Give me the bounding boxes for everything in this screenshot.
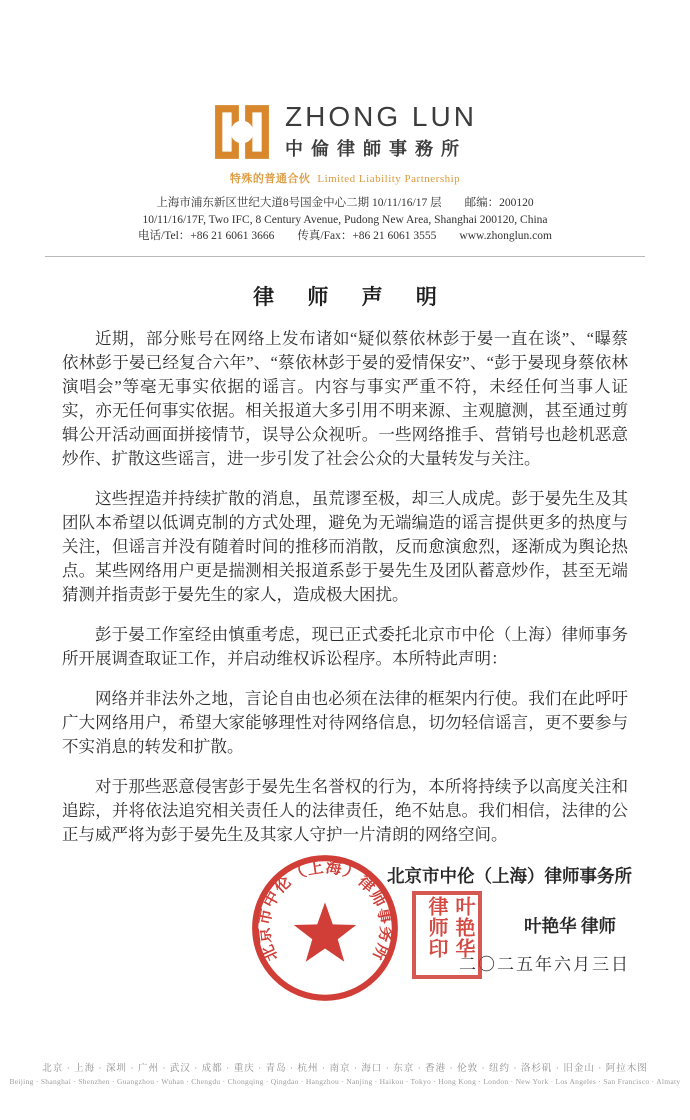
lawyer-square-seal [412,891,482,979]
statement-date: 二〇二五年六月三日 [459,954,630,974]
page-title: 律 师 声 明 [253,284,451,309]
logo-wordmark [285,102,477,161]
lawyer-name: 叶艳华 律师 [524,915,616,936]
seal-column-title: 律师印 [425,895,447,959]
paragraph-impact: 这些捏造并持续扩散的消息，虽荒谬至极，却三人成虎。彭于晏先生及其团队本希望以低调克制的方式处理，避免为无端编造的谣言提供更多的热度与关注，但谣言并没有随着时间的推移而消散，反而愈演愈烈，逐渐成为舆论热点。某些网络用户更是揣测相关报道系彭于晏先生及团队蓄意炒作，甚至无端猜测并指责彭于晏先生的家人，造成极大困扰。 [62,488,628,604]
signature-block [0,851,690,1023]
office-cities-english: Beijing · Shanghai · Shenzhen · Guangzhou · Wuhan · Chengdu · Chongqing · Qingdao · Hangzhou · Nanjing · Haikou · Tokyo · Hong Kong · London · New York · Los Angeles · San Francisco · Almaty [9,1077,681,1086]
tagline-english: Limited Liability Partnership [317,173,461,185]
statement-body [0,327,690,847]
logo-latin-name: ZHONG LUN [285,101,477,132]
logo-center-circle [231,120,254,143]
offices-footer [0,1060,690,1086]
paragraph-rumors-overview: 近期，部分账号在网络上发布诸如“疑似蔡依林彭于晏一直在谈”、“曝蔡依林彭于晏已经复合六年”、“蔡依林彭于晏的爱情保安”、“彭于晏现身蔡依林演唱会”等毫无事实依据的谣言。内容与事实严重不符，未经任何当事人证实，亦无任何事实依据。相关报道大多引用不明来源、主观臆测，甚至通过剪辑公开活动画面拼接情节，误导公众视听。一些网络推手、营销号也趁机恶意炒作、扩散这些谣言，进一步引发了社会公众的大量转发与关注。 [62,328,628,468]
paragraph-legal-warning: 对于那些恶意侵害彭于晏先生名誉权的行为，本所将持续予以高度关注和追踪，并将依法追究相关责任人的法律责任，绝不姑息。我们相信，法律的公正与威严将为彭于晏先生及其家人守护一片清朗的网络空间。 [62,776,628,844]
logo-chinese-name: 中倫律師事務所 [285,139,468,159]
seal-star-icon [294,902,356,961]
paragraph-engagement: 彭于晏工作室经由慎重考虑，现已正式委托北京市中伦（上海）律师事务所开展调查取证工作，并启动维权诉讼程序。本所特此声明： [62,624,628,668]
seal-column-name: 叶艳华 [452,895,474,959]
office-cities-chinese: 北京 · 上海 · 深圳 · 广州 · 武汉 · 成都 · 重庆 · 青岛 · 杭州 · 南京 · 海口 · 东京 · 香港 · 伦敦 · 纽约 · 洛杉矶 · 旧金山 · 阿拉木图 [42,1064,648,1074]
firm-round-seal [248,851,402,1005]
firm-logo [0,102,690,161]
address-block [0,195,690,245]
signing-firm-name: 北京市中伦（上海）律师事务所 [387,865,632,886]
letterhead [0,0,690,257]
address-line-cn: 上海市浦东新区世纪大道8号国金中心二期 10/11/16/17 层 邮编：200120 [156,197,534,209]
seal-circular-text: 北京市中伦（上海）律师事务所 [256,858,394,963]
paragraph-appeal: 网络并非法外之地，言论自由也必须在法律的框架内行使。我们在此呼吁广大网络用户，希望大家能够理性对待网络信息，切勿轻信谣言，更不要参与不实消息的转发和扩散。 [62,688,628,756]
contact-line: 电话/Tel：+86 21 6061 3666 传真/Fax：+86 21 6061 3555 www.zhonglun.com [138,230,552,242]
zhonglun-logo-icon [213,103,271,161]
address-line-en: 10/11/16/17F, Two IFC, 8 Century Avenue, Pudong New Area, Shanghai 200120, China [142,213,548,226]
letterhead-divider [45,256,645,257]
tagline-chinese: 特殊的普通合伙 [229,173,311,185]
partnership-tagline [0,170,690,186]
